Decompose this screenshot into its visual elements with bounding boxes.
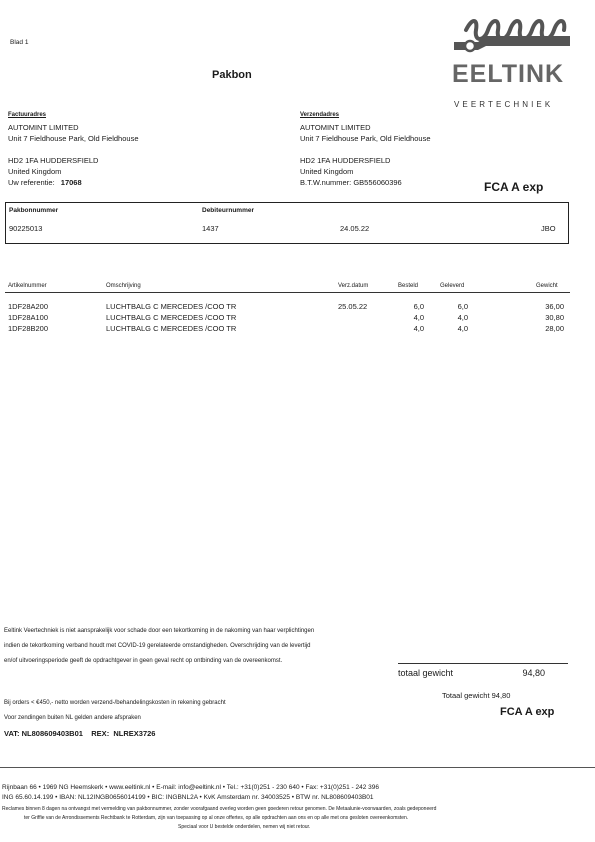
- incoterm-bottom: FCA A exp: [500, 706, 555, 718]
- total-weight-label: totaal gewicht: [398, 668, 454, 678]
- invoice-company: AUTOMINT LIMITED: [8, 123, 79, 132]
- footer-divider: [0, 767, 595, 768]
- row-artikel: 1DF28A100: [8, 313, 49, 322]
- row-gewicht: 36,00: [545, 302, 564, 311]
- reference-label: Uw referentie:: [8, 178, 55, 187]
- col-omschrijving: Omschrijving: [106, 283, 141, 289]
- row-besteld: 6,0: [413, 302, 424, 311]
- logo-brand: EELTINK: [452, 60, 565, 88]
- footer-terms-line-1: Reclames binnen 8 dagen na ontvangst met vermelding van pakbonnummer, zonder voorafgaand overleg worden geen goederen retour genomen. De Metaalunie-voorwaarden, zoals gedeponeerd: [2, 806, 437, 812]
- order-info-box: [5, 202, 569, 244]
- pakbon-number-value: 90225013: [9, 224, 43, 233]
- invoice-postcode-city: HD2 1FA HUDDERSFIELD: [8, 156, 99, 165]
- row-verzdatum: 25.05.22: [338, 302, 368, 311]
- debiteur-number-value: 1437: [202, 224, 219, 233]
- reference-value: 17068: [60, 178, 82, 187]
- delivery-country: United Kingdom: [300, 167, 354, 176]
- row-artikel: 1DF28A200: [8, 302, 49, 311]
- total-weight-secondary: Totaal gewicht 94,80: [442, 691, 511, 700]
- invoice-country: United Kingdom: [8, 167, 62, 176]
- col-geleverd: Geleverd: [440, 283, 465, 289]
- row-geleverd: 4,0: [457, 313, 468, 322]
- row-besteld: 4,0: [413, 313, 424, 322]
- vat-rex-line: VAT: NL808609403B01 REX: NLREX3726: [4, 729, 156, 738]
- delivery-vat-number: B.T.W.nummer: GB556060396: [300, 178, 402, 187]
- eeltink-logo: [448, 16, 576, 112]
- col-gewicht: Gewicht: [536, 283, 558, 289]
- row-artikel: 1DF28B200: [8, 324, 49, 333]
- row-geleverd: 6,0: [457, 302, 468, 311]
- liability-note-2: indien de tekortkoming verband houdt met COVID-19 gerelateerde omstandigheden. Overschrijding van de levertijd: [4, 643, 311, 649]
- table-header-line: [5, 292, 570, 293]
- row-besteld: 4,0: [413, 324, 424, 333]
- order-initials: JBO: [541, 224, 556, 233]
- invoice-address-heading: Factuuradres: [8, 112, 47, 118]
- footer-terms-line-2: ter Griffie van de Arrondissements Rechtbank te Rotterdam, zijn van toepassing op al onze offertes, op alle opdrachten aan ons en op alle met ons gesloten overeenkomsten.: [24, 815, 409, 821]
- document-title: Pakbon: [212, 69, 252, 81]
- incoterm-top: FCA A exp: [484, 180, 544, 194]
- order-date: 24.05.22: [340, 224, 370, 233]
- pakbon-number-label: Pakbonnummer: [9, 207, 59, 214]
- row-omschrijving: LUCHTBALG C MERCEDES /COO TR: [106, 324, 237, 333]
- total-weight-value: 94,80: [522, 668, 545, 678]
- delivery-address-heading: Verzendadres: [300, 112, 340, 118]
- col-besteld: Besteld: [398, 283, 419, 289]
- delivery-street: Unit 7 Fieldhouse Park, Old Fieldhouse: [300, 134, 431, 143]
- delivery-company: AUTOMINT LIMITED: [300, 123, 371, 132]
- footer-terms-line-3: Speciaal voor U bestelde onderdelen, nemen wij niet retour.: [178, 824, 311, 830]
- invoice-street: Unit 7 Fieldhouse Park, Old Fieldhouse: [8, 134, 139, 143]
- col-artikelnummer: Artikelnummer: [8, 283, 47, 289]
- debiteur-number-label: Debiteurnummer: [202, 207, 255, 214]
- col-verzdatum: Verz.datum: [338, 283, 369, 289]
- logo-subtitle: VEERTECHNIEK: [454, 100, 554, 109]
- liability-note-1: Eeltink Veertechniek is niet aansprakelijk voor schade door een tekortkoming in de nakoming van haar verplichtingen: [4, 628, 315, 634]
- sheet-label: Blad 1: [10, 39, 29, 46]
- row-omschrijving: LUCHTBALG C MERCEDES /COO TR: [106, 313, 237, 322]
- footer-bank-line: ING 65.60.14.199 • IBAN: NL12INGB0656014199 • BIC: INGBNL2A • KvK Amsterdam nr. 34003525 • BTW nr. NL808609403B01: [2, 794, 374, 801]
- row-geleverd: 4,0: [457, 324, 468, 333]
- row-omschrijving: LUCHTBALG C MERCEDES /COO TR: [106, 302, 237, 311]
- footer-contact-line: Rijnbaan 66 • 1969 NG Heemskerk • www.eeltink.nl • E-mail: info@eeltink.nl • Tel.: +31(0)251 - 230 640 • Fax: +31(0)251 - 242 396: [2, 784, 379, 791]
- totals-line: [398, 663, 568, 664]
- shipping-cost-note: Bij orders < €450,- netto worden verzend-/behandelingskosten in rekening gebracht: [4, 700, 226, 706]
- row-gewicht: 30,80: [545, 313, 564, 322]
- liability-note-3: en/of uitvoeringsperiode geeft de opdrachtgever in geen geval recht op ontbinding van de overeenkomst.: [4, 658, 283, 664]
- customer-reference: [8, 178, 82, 187]
- foreign-shipping-note: Voor zendingen buiten NL gelden andere afspraken: [4, 715, 141, 721]
- row-gewicht: 28,00: [545, 324, 564, 333]
- delivery-postcode-city: HD2 1FA HUDDERSFIELD: [300, 156, 391, 165]
